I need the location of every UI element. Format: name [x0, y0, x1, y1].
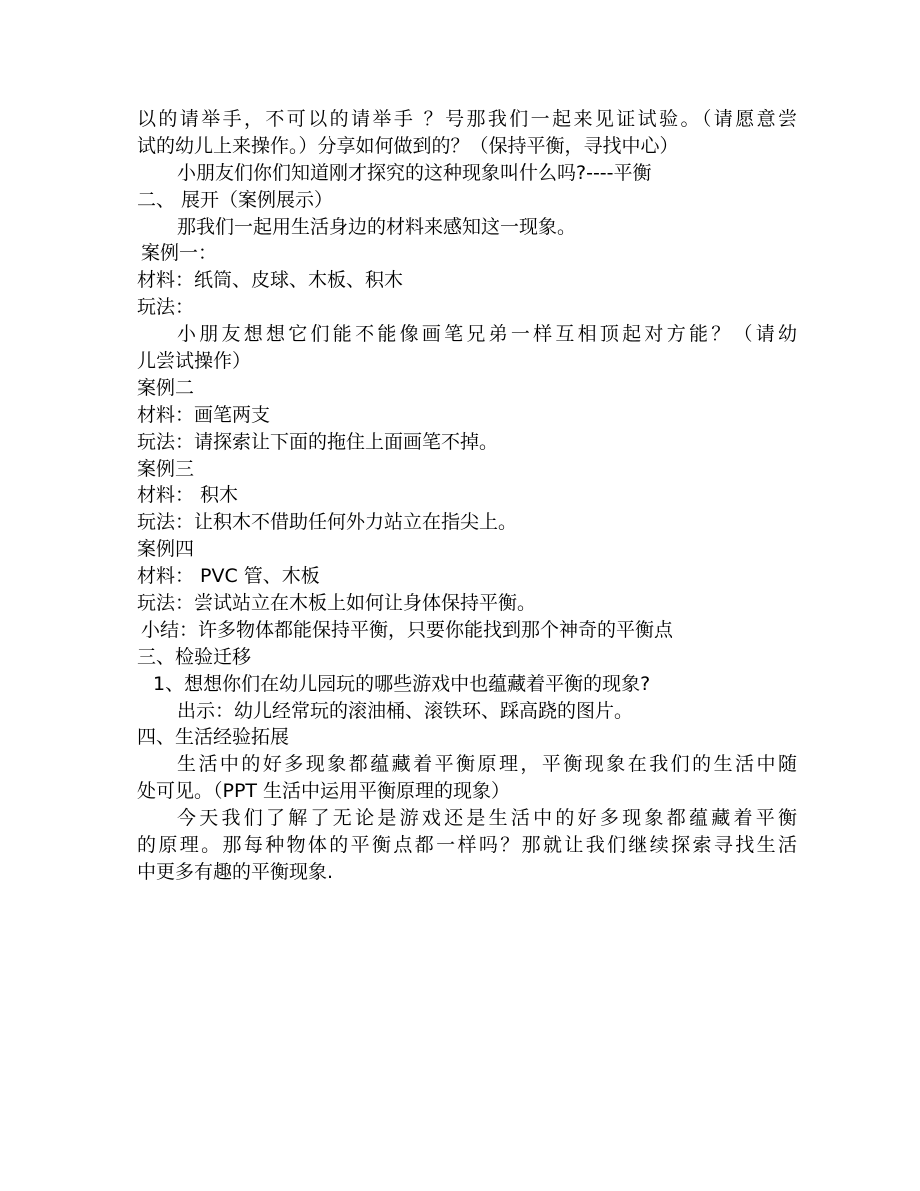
materials-line: 材料：画笔两支: [137, 403, 271, 426]
case-heading: 案例一：: [141, 242, 218, 265]
section-heading: 四、生活经验拓展: [137, 726, 290, 749]
play-method-line: 玩法：让积木不借助任何外力站立在指尖上。: [137, 511, 518, 534]
play-method-line: 玩法：: [137, 296, 195, 319]
paragraph-line: 小朋友们你们知道刚才探究的这种现象叫什么吗?----平衡: [177, 161, 652, 184]
paragraph-line: 小朋友想想它们能不能像画笔兄弟一样互相顶起对方能？（请幼: [177, 323, 797, 346]
materials-line: 材料： 积木: [137, 484, 239, 507]
play-method-line: 玩法：尝试站立在木板上如何让身体保持平衡。: [137, 592, 537, 615]
list-item: 1、想想你们在幼儿园玩的哪些游戏中也蕴藏着平衡的现象?: [153, 672, 651, 695]
paragraph-line: 的原理。那每种物体的平衡点都一样吗？那就让我们继续探索寻找生活: [137, 834, 797, 857]
paragraph-line: 出示：幼儿经常玩的滚油桶、滚铁环、踩高跷的图片。: [177, 699, 634, 722]
section-heading: 三、检验迁移: [137, 645, 252, 668]
play-method-line: 玩法：请探索让下面的拖住上面画笔不掉。: [137, 430, 499, 453]
paragraph-line: 生活中的好多现象都蕴藏着平衡原理，平衡现象在我们的生活中随: [177, 753, 797, 776]
paragraph-line: 试的幼儿上来操作。）分享如何做到的？（保持平衡，寻找中心）: [137, 134, 679, 157]
paragraph-line: 中更多有趣的平衡现象.: [137, 860, 334, 883]
section-heading: 二、 展开（案例展示）: [137, 188, 334, 211]
case-heading: 案例三: [137, 457, 195, 480]
materials-line: 材料：纸筒、皮球、木板、积木: [137, 269, 404, 292]
summary-line: 小结：许多物体都能保持平衡，只要你能找到那个神奇的平衡点: [141, 618, 674, 641]
paragraph-line: 儿尝试操作）: [137, 350, 252, 373]
paragraph-line: 那我们一起用生活身边的材料来感知这一现象。: [177, 215, 577, 238]
paragraph-line: 以的请举手，不可以的请举手 ？号那我们一起来见证试验。（请愿意尝: [137, 108, 797, 130]
case-heading: 案例二: [137, 376, 195, 399]
case-heading: 案例四: [137, 538, 195, 561]
materials-line: 材料： PVC 管、木板: [137, 565, 320, 588]
document-body: [137, 106, 797, 886]
paragraph-line: 处可见。（PPT 生活中运用平衡原理的现象）: [137, 780, 511, 803]
paragraph-line: 今天我们了解了无论是游戏还是生活中的好多现象都蕴藏着平衡: [177, 807, 797, 830]
